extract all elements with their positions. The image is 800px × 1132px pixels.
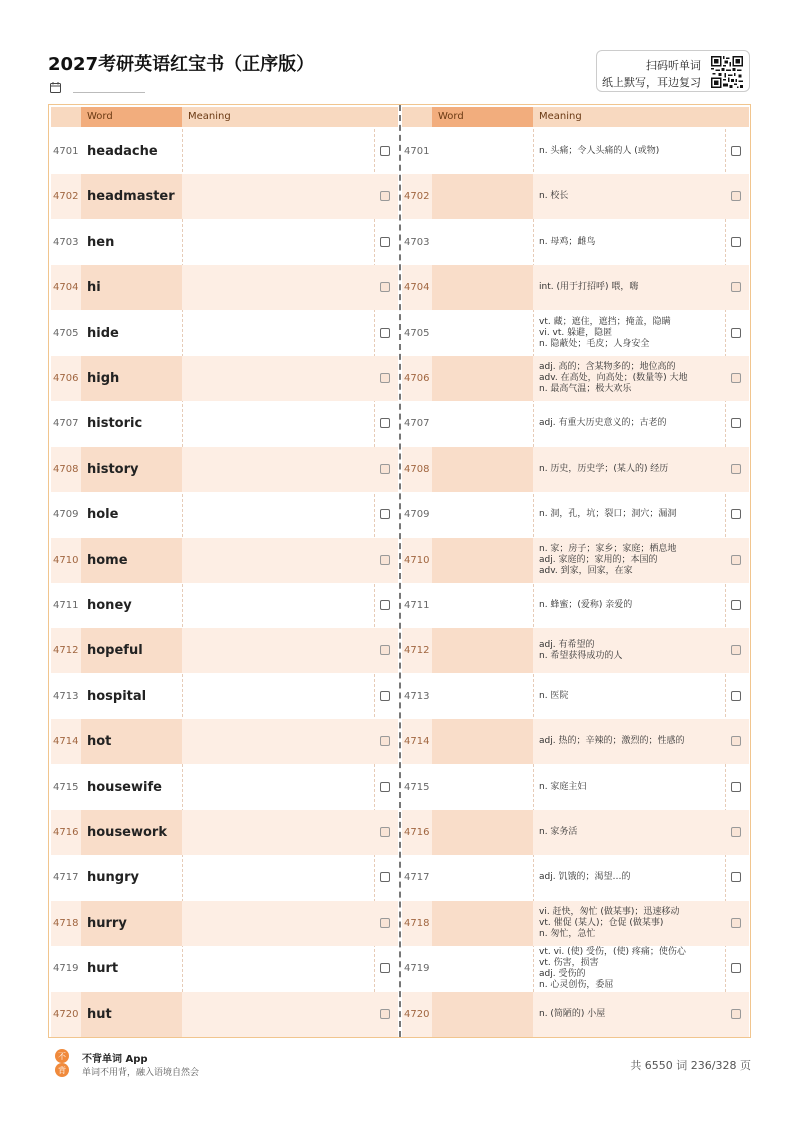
word-number: 4701: [404, 146, 430, 157]
review-checkbox[interactable]: [380, 464, 390, 474]
table-row: [402, 447, 749, 492]
meaning-line: vi. vt. 躲避，隐匿: [539, 327, 613, 338]
word-number: 4709: [404, 509, 430, 521]
word-number: 4714: [53, 736, 79, 748]
word-cell[interactable]: [432, 129, 533, 174]
review-checkbox[interactable]: [380, 146, 390, 156]
meaning-text: [539, 129, 723, 174]
meaning-line: adj. 饥饿的；渴望…的: [539, 872, 631, 883]
review-checkbox[interactable]: [731, 282, 741, 292]
table-row: [402, 311, 749, 356]
table-row: [402, 583, 749, 628]
word-number: 4717: [404, 872, 430, 884]
meaning-text: [539, 946, 723, 991]
table-row: [402, 401, 749, 446]
review-checkbox[interactable]: [731, 237, 741, 247]
word-number: 4719: [53, 963, 79, 975]
word-number: 4720: [404, 1008, 430, 1020]
word-text: housewife: [87, 779, 162, 795]
meaning-line: n. 洞，孔，坑；裂口；洞穴；漏洞: [539, 509, 677, 520]
meaning-cell[interactable]: [182, 946, 374, 991]
word-number: 4702: [404, 191, 430, 203]
meaning-text: [539, 674, 723, 719]
table-row: [402, 765, 749, 810]
meaning-text: [539, 447, 723, 492]
meaning-text: [539, 583, 723, 628]
meaning-line: n. 家务活: [539, 827, 578, 837]
table-row: [51, 492, 398, 537]
table-row: [402, 492, 749, 537]
meaning-cell[interactable]: [182, 583, 374, 628]
word-text: hurt: [87, 961, 119, 977]
meaning-cell[interactable]: [182, 356, 374, 401]
fold-divider: [399, 105, 401, 1037]
meaning-line: vi. 赶快，匆忙 (做某事)；迅速移动: [539, 906, 680, 917]
check-header: [374, 107, 398, 127]
meaning-cell[interactable]: [182, 855, 374, 900]
word-text: hide: [87, 325, 119, 341]
table-row: [402, 855, 749, 900]
meaning-text: [539, 356, 723, 401]
table-row: [402, 674, 749, 719]
table-row: [51, 447, 398, 492]
review-checkbox[interactable]: [731, 827, 741, 837]
word-number: 4706: [53, 373, 79, 384]
word-cell[interactable]: [432, 447, 533, 492]
table-row: [51, 719, 398, 764]
review-checkbox[interactable]: [731, 464, 741, 474]
word-cell[interactable]: [432, 765, 533, 810]
word-number: 4708: [53, 463, 79, 475]
word-text: hurry: [87, 915, 127, 931]
calendar-icon: [50, 82, 61, 93]
table-row: [51, 220, 398, 265]
review-checkbox[interactable]: [380, 509, 390, 519]
review-checkbox[interactable]: [731, 918, 741, 928]
review-checkbox[interactable]: [380, 963, 390, 973]
review-checkbox[interactable]: [380, 555, 390, 565]
meaning-header: Meaning: [182, 107, 374, 127]
review-checkbox[interactable]: [731, 418, 741, 428]
table-row: [51, 538, 398, 583]
word-number: 4710: [53, 554, 79, 566]
table-row: [402, 901, 749, 946]
review-checkbox[interactable]: [380, 872, 390, 882]
word-cell[interactable]: [432, 628, 533, 673]
word-number: 4703: [404, 236, 430, 248]
meaning-cell[interactable]: [182, 628, 374, 673]
word-text: housework: [87, 825, 167, 840]
table-row: [402, 174, 749, 219]
table-row: [51, 174, 398, 219]
word-number: 4716: [53, 827, 79, 838]
word-number: 4708: [404, 463, 430, 475]
review-checkbox[interactable]: [731, 872, 741, 882]
word-number: 4706: [404, 373, 430, 384]
meaning-line: adv. 到家，回家，在家: [539, 565, 633, 576]
meaning-text: [539, 901, 723, 946]
meaning-line: n. 头痛；令人头痛的人 (或物): [539, 146, 660, 156]
review-checkbox[interactable]: [380, 237, 390, 247]
table-row: [51, 992, 398, 1037]
meaning-line: n. 蜂蜜；(爱称) 亲爱的: [539, 600, 633, 610]
app-logo-icon: [52, 1049, 72, 1077]
table-row: [51, 583, 398, 628]
left-column: [51, 105, 400, 1037]
meaning-line: n. (简陋的) 小屋: [539, 1008, 606, 1019]
review-checkbox[interactable]: [731, 645, 741, 655]
word-text: honey: [87, 598, 132, 613]
meaning-cell[interactable]: [182, 719, 374, 764]
meaning-cell[interactable]: [182, 311, 374, 356]
meaning-cell[interactable]: [182, 401, 374, 446]
meaning-line: int. (用于打招呼) 喂，嗨: [539, 282, 639, 293]
table-row: [51, 265, 398, 310]
review-checkbox[interactable]: [380, 691, 390, 701]
date-row: [50, 80, 145, 94]
right-header: [402, 107, 749, 127]
meaning-line: n. 母鸡；雌鸟: [539, 236, 596, 247]
word-text: hi: [87, 280, 101, 296]
word-text: historic: [87, 416, 143, 432]
table-row: [51, 855, 398, 900]
word-text: hot: [87, 734, 112, 750]
meaning-line: adv. 在高处，向高处；(数量等) 大地: [539, 373, 688, 383]
word-number: 4715: [53, 781, 79, 793]
qr-caption-listen: 扫码听单词: [646, 59, 701, 72]
word-number: 4715: [404, 781, 430, 793]
table-row: [402, 946, 749, 991]
word-text: hospital: [87, 688, 147, 704]
word-number: 4713: [53, 690, 79, 702]
table-row: [402, 129, 749, 174]
meaning-line: n. 家；房子；家乡；家庭；栖息地: [539, 543, 677, 554]
word-text: home: [87, 552, 128, 568]
table-row: [402, 719, 749, 764]
meaning-line: n. 医院: [539, 690, 569, 701]
date-blank-line[interactable]: [73, 82, 145, 93]
word-cell[interactable]: [432, 538, 533, 583]
table-row: [51, 901, 398, 946]
meaning-line: n. 校长: [539, 191, 569, 202]
word-number: 4713: [404, 690, 430, 702]
review-checkbox[interactable]: [731, 600, 741, 610]
meaning-cell[interactable]: [182, 765, 374, 810]
word-text: headache: [87, 144, 158, 159]
meaning-line: adj. 有希望的: [539, 639, 595, 650]
table-row: [402, 992, 749, 1037]
meaning-line: adj. 受伤的: [539, 968, 586, 979]
word-cell[interactable]: [432, 311, 533, 356]
meaning-line: n. 心灵创伤，委屈: [539, 979, 614, 990]
word-text: hole: [87, 507, 119, 523]
table-row: [402, 265, 749, 310]
review-checkbox[interactable]: [380, 418, 390, 428]
word-number: 4718: [404, 917, 430, 929]
table-row: [402, 538, 749, 583]
meaning-line: n. 希望获得成功的人: [539, 650, 623, 661]
table-row: [51, 765, 398, 810]
meaning-cell[interactable]: [182, 674, 374, 719]
review-checkbox[interactable]: [380, 736, 390, 746]
review-checkbox[interactable]: [731, 736, 741, 746]
review-checkbox[interactable]: [380, 282, 390, 292]
meaning-line: adj. 高的；含某物多的；地位高的: [539, 362, 676, 372]
logo-char-1: 不: [58, 1052, 66, 1061]
table-row: [51, 628, 398, 673]
word-text: hungry: [87, 870, 139, 886]
meaning-cell[interactable]: [182, 810, 374, 855]
meaning-text: [539, 311, 723, 356]
meaning-header: Meaning: [533, 107, 725, 127]
meaning-line: vt. 催促 (某人)；仓促 (做某事): [539, 917, 664, 928]
word-header: Word: [432, 107, 533, 127]
meaning-text: [539, 538, 723, 583]
review-checkbox[interactable]: [380, 918, 390, 928]
meaning-text: [539, 220, 723, 265]
meaning-line: n. 隐蔽处；毛皮；人身安全: [539, 338, 650, 349]
word-text: high: [87, 371, 120, 386]
table-row: [51, 311, 398, 356]
table-row: [402, 628, 749, 673]
word-number: 4712: [404, 645, 430, 657]
word-cell[interactable]: [432, 719, 533, 764]
review-checkbox[interactable]: [731, 328, 741, 338]
logo-char-2: 背: [58, 1066, 66, 1075]
meaning-line: vt. vi. (使) 受伤，(使) 疼痛；使伤心: [539, 946, 686, 957]
word-number: 4705: [53, 327, 79, 339]
review-checkbox[interactable]: [380, 782, 390, 792]
review-checkbox[interactable]: [380, 827, 390, 837]
word-cell[interactable]: [432, 356, 533, 401]
meaning-cell[interactable]: [182, 901, 374, 946]
word-text: hopeful: [87, 643, 143, 659]
qr-caption-review: 纸上默写，耳边复习: [602, 76, 701, 89]
meaning-text: [539, 174, 723, 219]
word-number: 4709: [53, 509, 79, 521]
table-row: [51, 129, 398, 174]
num-header: [402, 107, 432, 127]
word-cell[interactable]: [432, 174, 533, 219]
meaning-line: n. 历史，历史学；(某人的) 经历: [539, 463, 669, 474]
word-cell[interactable]: [432, 583, 533, 628]
review-checkbox[interactable]: [731, 146, 741, 156]
app-name: 不背单词 App: [82, 1054, 148, 1065]
meaning-text: [539, 401, 723, 446]
right-column: [402, 105, 751, 1037]
check-header: [725, 107, 749, 127]
word-header: Word: [81, 107, 182, 127]
meaning-cell[interactable]: [182, 492, 374, 537]
word-number: 4714: [404, 736, 430, 748]
word-cell[interactable]: [432, 901, 533, 946]
review-checkbox[interactable]: [380, 645, 390, 655]
review-checkbox[interactable]: [731, 373, 741, 383]
meaning-text: [539, 810, 723, 855]
meaning-text: [539, 855, 723, 900]
qr-panel: [596, 50, 750, 92]
meaning-cell[interactable]: [182, 538, 374, 583]
meaning-text: [539, 765, 723, 810]
review-checkbox[interactable]: [731, 191, 741, 201]
review-checkbox[interactable]: [731, 782, 741, 792]
word-text: headmaster: [87, 189, 175, 205]
word-text: hut: [87, 1006, 112, 1022]
meaning-cell[interactable]: [182, 174, 374, 219]
review-checkbox[interactable]: [731, 555, 741, 565]
left-header: [51, 107, 398, 127]
word-number: 4718: [53, 917, 79, 929]
meaning-cell[interactable]: [182, 220, 374, 265]
word-number: 4702: [53, 191, 79, 203]
word-cell[interactable]: [432, 492, 533, 537]
meaning-line: adj. 有重大历史意义的；古老的: [539, 418, 667, 429]
word-cell[interactable]: [432, 674, 533, 719]
word-text: history: [87, 461, 139, 477]
meaning-line: n. 最高气温；极大欢乐: [539, 384, 632, 394]
review-checkbox[interactable]: [380, 600, 390, 610]
table-row: [51, 946, 398, 991]
app-slogan: 单词不用背，融入语境自然会: [82, 1068, 200, 1078]
review-checkbox[interactable]: [731, 509, 741, 519]
word-number: 4705: [404, 327, 430, 339]
meaning-text: [539, 492, 723, 537]
review-checkbox[interactable]: [380, 1009, 390, 1019]
review-checkbox[interactable]: [380, 328, 390, 338]
meaning-cell[interactable]: [182, 129, 374, 174]
word-number: 4704: [53, 282, 79, 294]
num-header: [51, 107, 81, 127]
table-row: [402, 810, 749, 855]
table-row: [402, 356, 749, 401]
meaning-line: adj. 家庭的；家用的；本国的: [539, 554, 658, 565]
word-cell[interactable]: [432, 810, 533, 855]
word-text: hen: [87, 234, 115, 250]
word-number: 4707: [53, 418, 79, 430]
table-row: [51, 356, 398, 401]
word-number: 4711: [404, 600, 430, 611]
meaning-line: vt. 藏；遮住，遮挡；掩盖，隐瞒: [539, 316, 671, 327]
word-cell[interactable]: [432, 401, 533, 446]
vocab-sheet: [48, 104, 751, 1038]
word-cell[interactable]: [432, 946, 533, 991]
review-checkbox[interactable]: [380, 373, 390, 383]
word-number: 4711: [53, 600, 79, 611]
word-cell[interactable]: [432, 220, 533, 265]
word-number: 4710: [404, 554, 430, 566]
review-checkbox[interactable]: [380, 191, 390, 201]
qr-code-icon[interactable]: [711, 56, 743, 88]
word-number: 4701: [53, 146, 79, 157]
meaning-cell[interactable]: [182, 447, 374, 492]
meaning-text: [539, 628, 723, 673]
word-number: 4720: [53, 1008, 79, 1020]
word-number: 4703: [53, 236, 79, 248]
word-number: 4717: [53, 872, 79, 884]
meaning-text: [539, 265, 723, 310]
meaning-text: [539, 992, 723, 1037]
word-cell[interactable]: [432, 265, 533, 310]
review-checkbox[interactable]: [731, 963, 741, 973]
review-checkbox[interactable]: [731, 691, 741, 701]
meaning-line: n. 家庭主妇: [539, 781, 587, 792]
page-info: 共 6550 词 236/328 页: [630, 1059, 751, 1072]
meaning-cell[interactable]: [182, 992, 374, 1037]
table-row: [51, 674, 398, 719]
meaning-line: n. 匆忙，急忙: [539, 928, 596, 939]
review-checkbox[interactable]: [731, 1009, 741, 1019]
word-number: 4716: [404, 827, 430, 838]
meaning-text: [539, 719, 723, 764]
word-number: 4712: [53, 645, 79, 657]
word-number: 4704: [404, 282, 430, 294]
meaning-line: adj. 热的；辛辣的；激烈的；性感的: [539, 736, 685, 747]
meaning-cell[interactable]: [182, 265, 374, 310]
table-row: [51, 401, 398, 446]
word-cell[interactable]: [432, 992, 533, 1037]
word-number: 4707: [404, 418, 430, 430]
page-title: 2027考研英语红宝书（正序版）: [48, 54, 315, 75]
table-row: [402, 220, 749, 265]
table-row: [51, 810, 398, 855]
word-cell[interactable]: [432, 855, 533, 900]
meaning-line: vt. 伤害，损害: [539, 957, 599, 968]
word-number: 4719: [404, 963, 430, 975]
